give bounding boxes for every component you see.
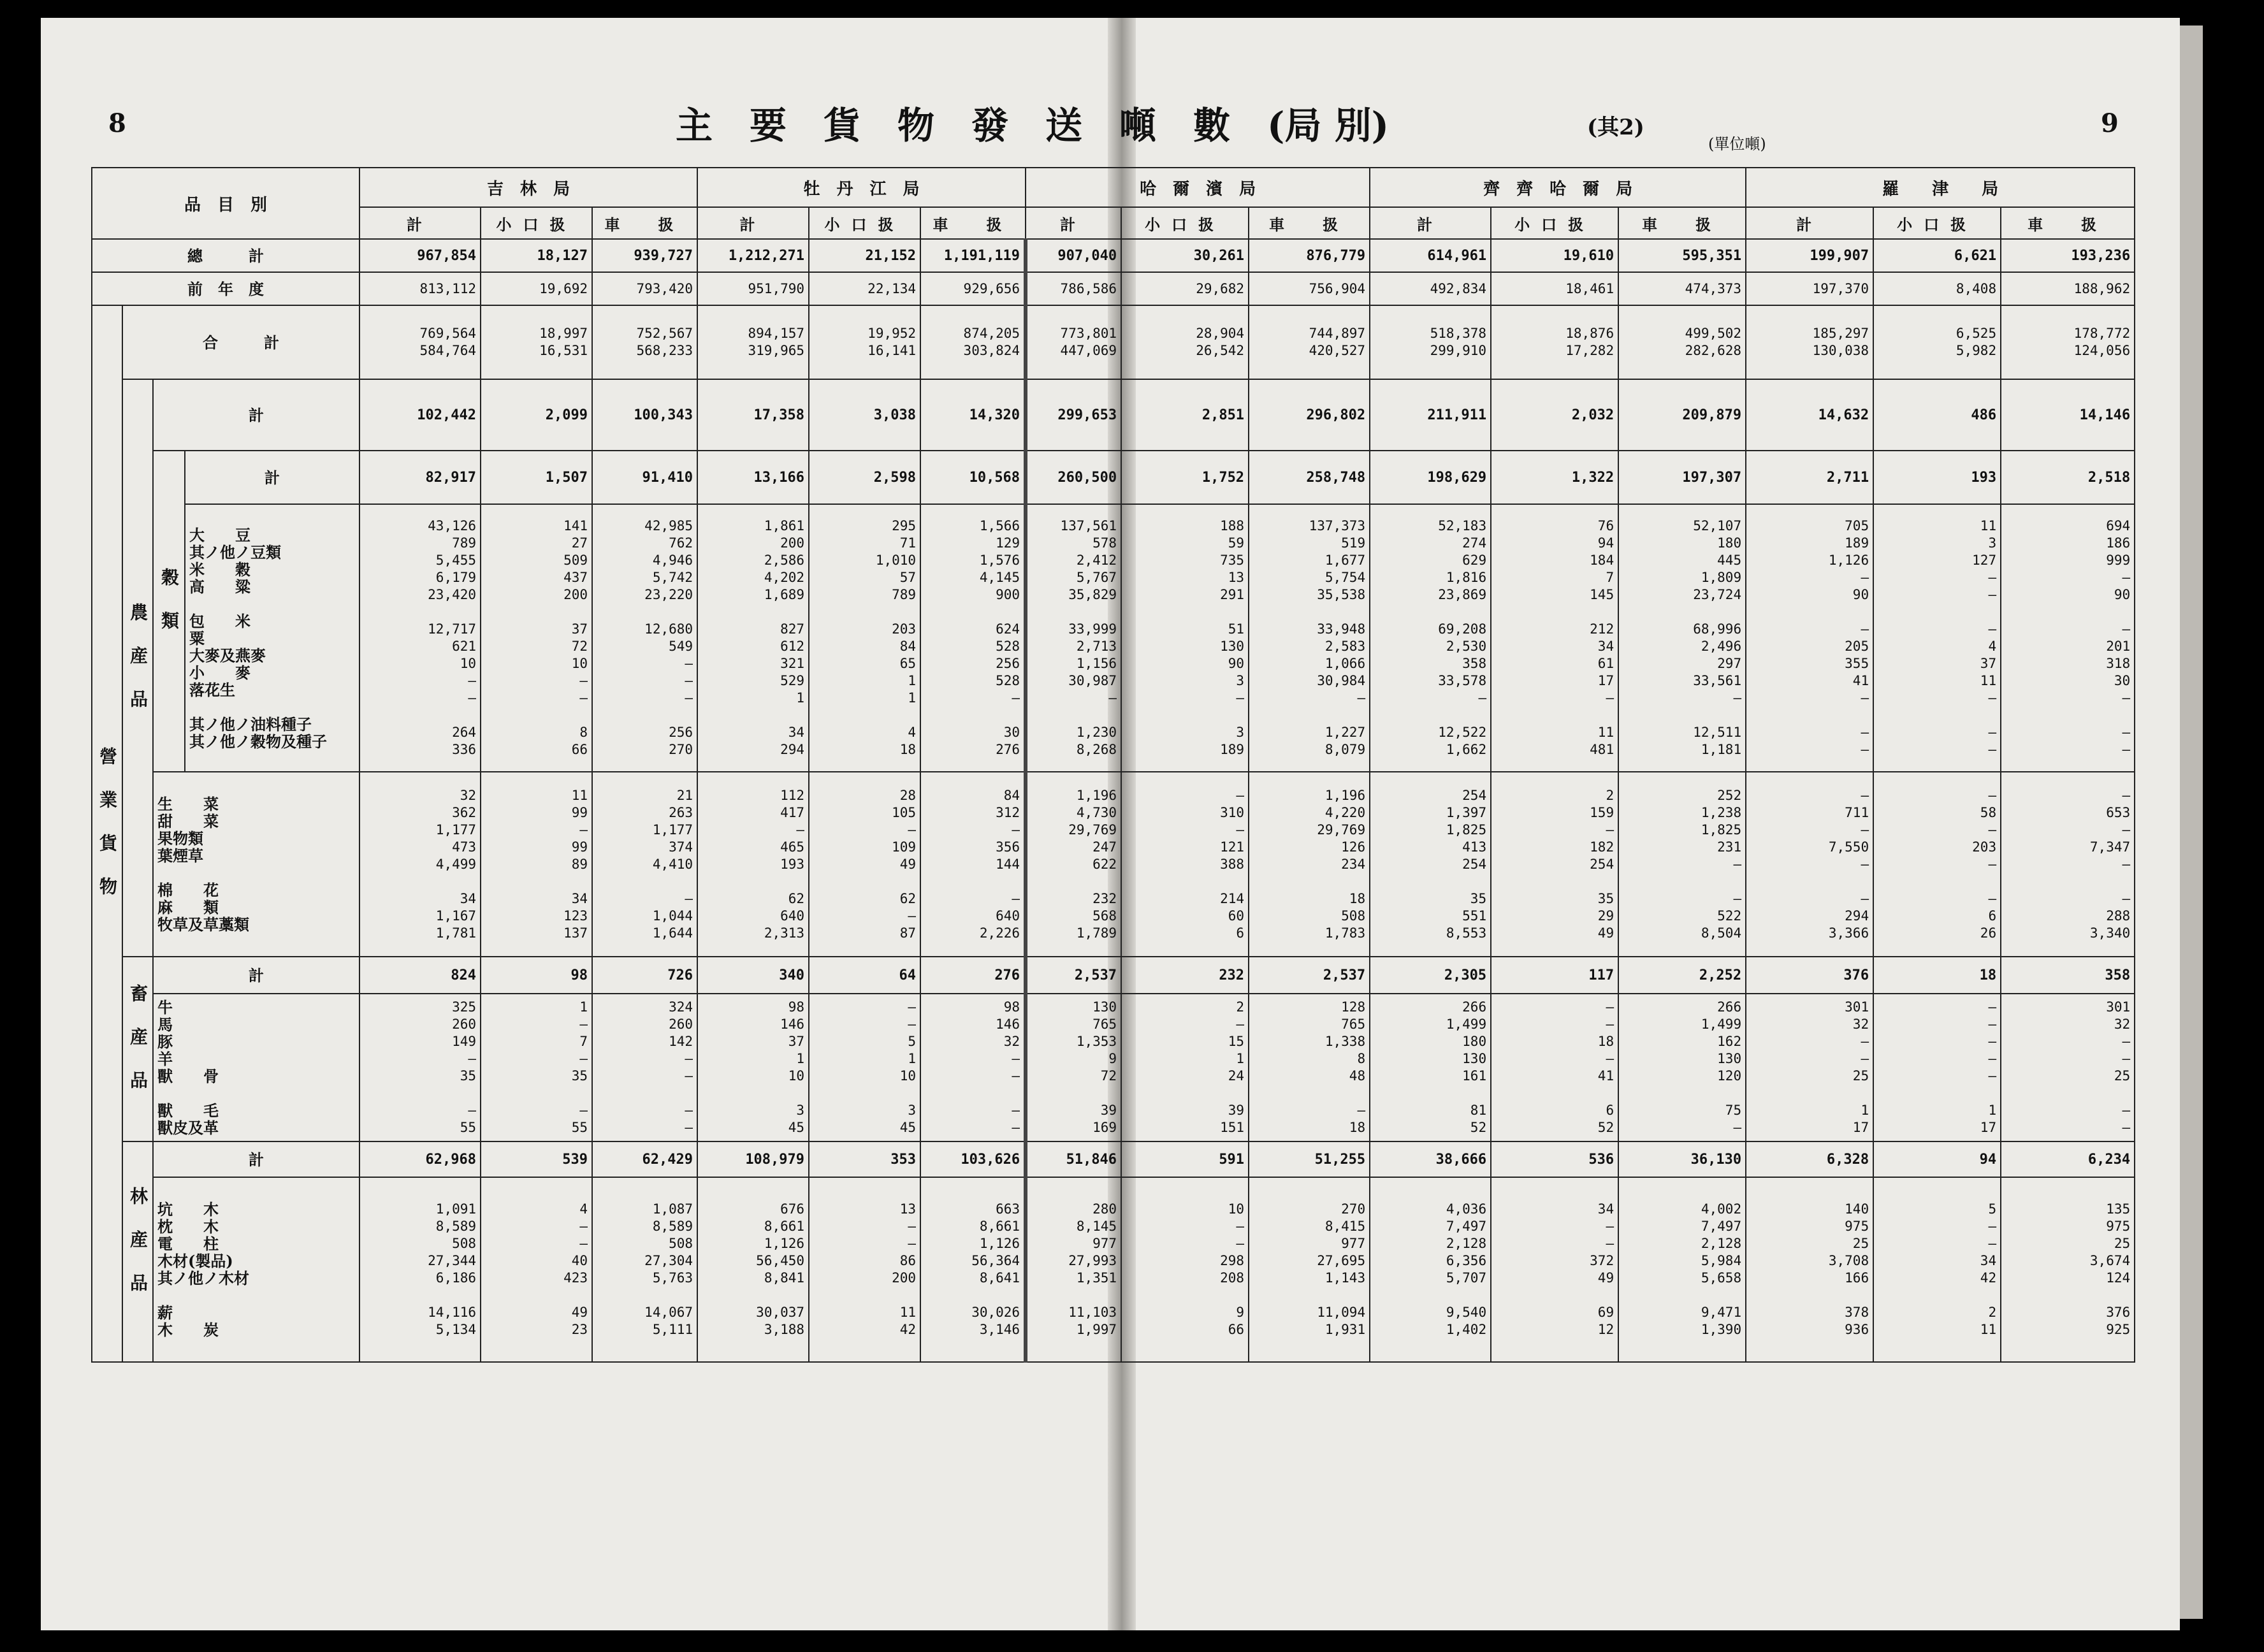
value-cell: 301 32 — — 25 — — bbox=[2001, 994, 2135, 1141]
value-cell: 10 — — 298 208 9 66 bbox=[1121, 1177, 1249, 1362]
vertical-label-general: 營業貨物 bbox=[92, 305, 122, 1362]
row-label: 計 bbox=[153, 957, 359, 994]
table-row bbox=[92, 772, 2135, 957]
value-cell: 193 bbox=[1873, 451, 2001, 504]
value-cell: 8,408 bbox=[1873, 272, 2001, 305]
corner-header: 品 目 別 bbox=[92, 168, 359, 239]
value-cell: 4,036 7,497 2,128 6,356 5,707 9,540 1,402 bbox=[1370, 1177, 1491, 1362]
value-cell: 137,561 578 2,412 5,767 35,829 33,999 2,713 1,156 30,987 — 1,230 8,268 bbox=[1026, 504, 1121, 772]
value-cell: — 58 — 203 — — 6 26 bbox=[1873, 772, 2001, 957]
page-edge bbox=[2180, 25, 2203, 1619]
row-label: 生 菜 甜 菜 果物類 葉煙草 棉 花 麻 類 牧草及草藁類 bbox=[153, 772, 359, 957]
value-cell: 112 417 — 465 193 62 640 2,313 bbox=[697, 772, 809, 957]
value-cell: 100,343 bbox=[592, 379, 697, 451]
value-cell: 325 260 149 — 35 — 55 bbox=[359, 994, 481, 1141]
value-cell: — — — — — 1 17 bbox=[1873, 994, 2001, 1141]
value-cell: 137,373 519 1,677 5,754 35,538 33,948 2,583 1,066 30,984 — 1,227 8,079 bbox=[1249, 504, 1370, 772]
value-cell: 6,328 bbox=[1746, 1141, 1873, 1177]
row-label: 計 bbox=[185, 451, 359, 504]
value-cell: 193,236 bbox=[2001, 239, 2135, 272]
value-cell: 11 99 — 99 89 34 123 137 bbox=[481, 772, 592, 957]
value-cell: 21,152 bbox=[809, 239, 920, 272]
value-cell: 793,420 bbox=[592, 272, 697, 305]
value-cell: — — 18 — 41 6 52 bbox=[1491, 994, 1618, 1141]
value-cell: 135 975 25 3,674 124 376 925 bbox=[2001, 1177, 2135, 1362]
value-cell: 19,692 bbox=[481, 272, 592, 305]
value-cell: 2,851 bbox=[1121, 379, 1249, 451]
page-subtitle: (其2) bbox=[1587, 115, 1644, 140]
value-cell: 280 8,145 977 27,993 1,351 11,103 1,997 bbox=[1026, 1177, 1121, 1362]
value-cell: 296,802 bbox=[1249, 379, 1370, 451]
value-cell: 2,032 bbox=[1491, 379, 1618, 451]
value-cell: 786,586 bbox=[1026, 272, 1121, 305]
value-cell: 276 bbox=[920, 957, 1026, 994]
value-cell: 929,656 bbox=[920, 272, 1026, 305]
row-label: 總 計 bbox=[92, 239, 359, 272]
value-cell: 252 1,238 1,825 231 — — 522 8,504 bbox=[1618, 772, 1746, 957]
row-label: 計 bbox=[153, 379, 359, 451]
value-cell: 301 32 — — 25 1 17 bbox=[1746, 994, 1873, 1141]
value-cell: — 711 — 7,550 — — 294 3,366 bbox=[1746, 772, 1873, 957]
table-row bbox=[92, 1177, 2135, 1362]
value-cell: 4,002 7,497 2,128 5,984 5,658 9,471 1,390 bbox=[1618, 1177, 1746, 1362]
value-cell: 14,632 bbox=[1746, 379, 1873, 451]
value-cell: 1,861 200 2,586 4,202 1,689 827 612 321 529 1 34 294 bbox=[697, 504, 809, 772]
value-cell: 726 bbox=[592, 957, 697, 994]
value-cell: 1,087 8,589 508 27,304 5,763 14,067 5,111 bbox=[592, 1177, 697, 1362]
value-cell: 13 — — 86 200 11 42 bbox=[809, 1177, 920, 1362]
value-cell: 18,876 17,282 bbox=[1491, 305, 1618, 379]
value-cell: 773,801 447,069 bbox=[1026, 305, 1121, 379]
left-page-number: 8 bbox=[108, 108, 126, 138]
value-cell: 6,234 bbox=[2001, 1141, 2135, 1177]
value-cell: 2,537 bbox=[1249, 957, 1370, 994]
value-cell: 36,130 bbox=[1618, 1141, 1746, 1177]
value-cell: 98 bbox=[481, 957, 592, 994]
value-cell: 518,378 299,910 bbox=[1370, 305, 1491, 379]
value-cell: 1,507 bbox=[481, 451, 592, 504]
value-cell: 64 bbox=[809, 957, 920, 994]
value-cell: 199,907 bbox=[1746, 239, 1873, 272]
value-cell: 2,518 bbox=[2001, 451, 2135, 504]
subcolumn-header: 小口扱 bbox=[1121, 207, 1249, 239]
value-cell: 17,358 bbox=[697, 379, 809, 451]
subcolumn-header: 車 扱 bbox=[920, 207, 1026, 239]
value-cell: 102,442 bbox=[359, 379, 481, 451]
value-cell: 117 bbox=[1491, 957, 1618, 994]
subcolumn-header: 小口扱 bbox=[1491, 207, 1618, 239]
value-cell: 103,626 bbox=[920, 1141, 1026, 1177]
value-cell: 3,038 bbox=[809, 379, 920, 451]
value-cell: 29,682 bbox=[1121, 272, 1249, 305]
value-cell: 474,373 bbox=[1618, 272, 1746, 305]
value-cell: 499,502 282,628 bbox=[1618, 305, 1746, 379]
subcolumn-header: 計 bbox=[359, 207, 481, 239]
value-cell: 32 362 1,177 473 4,499 34 1,167 1,781 bbox=[359, 772, 481, 957]
table-row bbox=[92, 451, 2135, 504]
subcolumn-header: 車 扱 bbox=[592, 207, 697, 239]
subcolumn-header: 車 扱 bbox=[2001, 207, 2135, 239]
subcolumn-header: 小口扱 bbox=[481, 207, 592, 239]
value-cell: 18 bbox=[1873, 957, 2001, 994]
value-cell: 5 — — 34 42 2 11 bbox=[1873, 1177, 2001, 1362]
value-cell: 358 bbox=[2001, 957, 2135, 994]
value-cell: 951,790 bbox=[697, 272, 809, 305]
value-cell: 198,629 bbox=[1370, 451, 1491, 504]
value-cell: 42,985 762 4,946 5,742 23,220 12,680 549 — — — 256 270 bbox=[592, 504, 697, 772]
value-cell: 62,429 bbox=[592, 1141, 697, 1177]
table-row bbox=[92, 272, 2135, 305]
row-label: 牛 馬 豚 羊 獸 骨 獸 毛 獸皮及革 bbox=[153, 994, 359, 1141]
value-cell: 614,961 bbox=[1370, 239, 1491, 272]
subcolumn-header: 小口扱 bbox=[1873, 207, 2001, 239]
value-cell: 907,040 bbox=[1026, 239, 1121, 272]
value-cell: 663 8,661 1,126 56,364 8,641 30,026 3,146 bbox=[920, 1177, 1026, 1362]
value-cell: 51,846 bbox=[1026, 1141, 1121, 1177]
table-row bbox=[92, 1141, 2135, 1177]
bureau-header: 哈 爾 濱 局 bbox=[1026, 168, 1370, 207]
value-cell: 876,779 bbox=[1249, 239, 1370, 272]
value-cell: 2,598 bbox=[809, 451, 920, 504]
value-cell: 1,566 129 1,576 4,145 900 624 528 256 528 — 30 276 bbox=[920, 504, 1026, 772]
value-cell: 94 bbox=[1873, 1141, 2001, 1177]
value-cell: 13,166 bbox=[697, 451, 809, 504]
value-cell: 2 159 — 182 254 35 29 49 bbox=[1491, 772, 1618, 957]
vertical-label-livestock: 畜産品 bbox=[122, 957, 153, 1141]
value-cell: 130 765 1,353 9 72 39 169 bbox=[1026, 994, 1121, 1141]
value-cell: 178,772 124,056 bbox=[2001, 305, 2135, 379]
value-cell: 38,666 bbox=[1370, 1141, 1491, 1177]
value-cell: 2,099 bbox=[481, 379, 592, 451]
value-cell: 353 bbox=[809, 1141, 920, 1177]
value-cell: 197,307 bbox=[1618, 451, 1746, 504]
value-cell: 128 765 1,338 8 48 — 18 bbox=[1249, 994, 1370, 1141]
row-label: 坑 木 枕 木 電 柱 木材(製品) 其ノ他ノ木材 薪 木 炭 bbox=[153, 1177, 359, 1362]
value-cell: 6,621 bbox=[1873, 239, 2001, 272]
value-cell: 43,126 789 5,455 6,179 23,420 12,717 621 10 — — 264 336 bbox=[359, 504, 481, 772]
subcolumn-header: 車 扱 bbox=[1618, 207, 1746, 239]
value-cell: 295 71 1,010 57 789 203 84 65 1 1 4 18 bbox=[809, 504, 920, 772]
value-cell: 140 975 25 3,708 166 378 936 bbox=[1746, 1177, 1873, 1362]
subcolumn-header: 計 bbox=[697, 207, 809, 239]
value-cell: 266 1,499 162 130 120 75 — bbox=[1618, 994, 1746, 1141]
value-cell: 874,205 303,824 bbox=[920, 305, 1026, 379]
vertical-label-forest: 林産品 bbox=[122, 1141, 153, 1362]
value-cell: 376 bbox=[1746, 957, 1873, 994]
value-cell: 595,351 bbox=[1618, 239, 1746, 272]
value-cell: 813,112 bbox=[359, 272, 481, 305]
value-cell: 82,917 bbox=[359, 451, 481, 504]
bureau-header: 吉 林 局 bbox=[359, 168, 697, 207]
value-cell: 84 312 — 356 144 — 640 2,226 bbox=[920, 772, 1026, 957]
table-row bbox=[92, 504, 2135, 772]
value-cell: 1,322 bbox=[1491, 451, 1618, 504]
vertical-label-grain: 穀類 bbox=[153, 451, 185, 772]
value-cell: 2,711 bbox=[1746, 451, 1873, 504]
unit-note: (單位噸) bbox=[1708, 135, 1766, 153]
right-page-number: 9 bbox=[2101, 108, 2119, 138]
value-cell: 211,911 bbox=[1370, 379, 1491, 451]
value-cell: 51,255 bbox=[1249, 1141, 1370, 1177]
value-cell: 6,525 5,982 bbox=[1873, 305, 2001, 379]
value-cell: 266 1,499 180 130 161 81 52 bbox=[1370, 994, 1491, 1141]
value-cell: 1,752 bbox=[1121, 451, 1249, 504]
value-cell: 539 bbox=[481, 1141, 592, 1177]
value-cell: 492,834 bbox=[1370, 272, 1491, 305]
value-cell: 34 — — 372 49 69 12 bbox=[1491, 1177, 1618, 1362]
table-row bbox=[92, 239, 2135, 272]
value-cell: — — 5 1 10 3 45 bbox=[809, 994, 920, 1141]
value-cell: 21 263 1,177 374 4,410 — 1,044 1,644 bbox=[592, 772, 697, 957]
freight-table bbox=[91, 167, 2135, 1363]
value-cell: 10,568 bbox=[920, 451, 1026, 504]
value-cell: 209,879 bbox=[1618, 379, 1746, 451]
value-cell: 232 bbox=[1121, 957, 1249, 994]
value-cell: 1,091 8,589 508 27,344 6,186 14,116 5,134 bbox=[359, 1177, 481, 1362]
value-cell: 1 — 7 — 35 — 55 bbox=[481, 994, 592, 1141]
value-cell: 270 8,415 977 27,695 1,143 11,094 1,931 bbox=[1249, 1177, 1370, 1362]
bureau-header: 牡 丹 江 局 bbox=[697, 168, 1026, 207]
value-cell: 939,727 bbox=[592, 239, 697, 272]
row-label: 計 bbox=[153, 1141, 359, 1177]
value-cell: 705 189 1,126 — 90 — 205 355 41 — — — bbox=[1746, 504, 1873, 772]
value-cell: 894,157 319,965 bbox=[697, 305, 809, 379]
bureau-header: 齊 齊 哈 爾 局 bbox=[1370, 168, 1746, 207]
value-cell: 1,212,271 bbox=[697, 239, 809, 272]
value-cell: 188 59 735 13 291 51 130 90 3 — 3 189 bbox=[1121, 504, 1249, 772]
value-cell: 185,297 130,038 bbox=[1746, 305, 1873, 379]
value-cell: 694 186 999 — 90 — 201 318 30 — — — bbox=[2001, 504, 2135, 772]
subcolumn-header: 小口扱 bbox=[809, 207, 920, 239]
value-cell: 769,564 584,764 bbox=[359, 305, 481, 379]
value-cell: 299,653 bbox=[1026, 379, 1121, 451]
row-label: 大 豆 其ノ他ノ豆類 米 穀 高 粱 包 米 粟 大麥及燕麥 小 麥 落花生 其ノ他ノ油料種子 其ノ他ノ穀物及種子 bbox=[185, 504, 359, 772]
value-cell: 18,127 bbox=[481, 239, 592, 272]
value-cell: 19,610 bbox=[1491, 239, 1618, 272]
value-cell: 2,305 bbox=[1370, 957, 1491, 994]
subcolumn-header: 計 bbox=[1026, 207, 1121, 239]
value-cell: 676 8,661 1,126 56,450 8,841 30,037 3,188 bbox=[697, 1177, 809, 1362]
value-cell: 197,370 bbox=[1746, 272, 1873, 305]
value-cell: 752,567 568,233 bbox=[592, 305, 697, 379]
subcolumn-header: 車 扱 bbox=[1249, 207, 1370, 239]
value-cell: 62,968 bbox=[359, 1141, 481, 1177]
value-cell: 18,461 bbox=[1491, 272, 1618, 305]
value-cell: 824 bbox=[359, 957, 481, 994]
value-cell: 1,196 4,730 29,769 247 622 232 568 1,789 bbox=[1026, 772, 1121, 957]
value-cell: 19,952 16,141 bbox=[809, 305, 920, 379]
value-cell: 76 94 184 7 145 212 34 61 17 — 11 481 bbox=[1491, 504, 1618, 772]
value-cell: 254 1,397 1,825 413 254 35 551 8,553 bbox=[1370, 772, 1491, 957]
value-cell: 98 146 32 — — — — bbox=[920, 994, 1026, 1141]
value-cell: 14,146 bbox=[2001, 379, 2135, 451]
table-row bbox=[92, 957, 2135, 994]
value-cell: 11 3 127 — — — 4 37 11 — — — bbox=[1873, 504, 2001, 772]
value-cell: 22,134 bbox=[809, 272, 920, 305]
table-row bbox=[92, 379, 2135, 451]
row-label: 前 年 度 bbox=[92, 272, 359, 305]
value-cell: 2 — 15 1 24 39 151 bbox=[1121, 994, 1249, 1141]
value-cell: 28 105 — 109 49 62 — 87 bbox=[809, 772, 920, 957]
value-cell: 258,748 bbox=[1249, 451, 1370, 504]
value-cell: 1,191,119 bbox=[920, 239, 1026, 272]
table-row bbox=[92, 994, 2135, 1141]
value-cell: 756,904 bbox=[1249, 272, 1370, 305]
table-row bbox=[92, 305, 2135, 379]
value-cell: 486 bbox=[1873, 379, 2001, 451]
value-cell: 108,979 bbox=[697, 1141, 809, 1177]
value-cell: 188,962 bbox=[2001, 272, 2135, 305]
value-cell: 18,997 16,531 bbox=[481, 305, 592, 379]
value-cell: 98 146 37 1 10 3 45 bbox=[697, 994, 809, 1141]
value-cell: 744,897 420,527 bbox=[1249, 305, 1370, 379]
value-cell: 1,196 4,220 29,769 126 234 18 508 1,783 bbox=[1249, 772, 1370, 957]
value-cell: 28,904 26,542 bbox=[1121, 305, 1249, 379]
row-label: 合 計 bbox=[122, 305, 359, 379]
value-cell: — 653 — 7,347 — — 288 3,340 bbox=[2001, 772, 2135, 957]
value-cell: 52,183 274 629 1,816 23,869 69,208 2,530 358 33,578 — 12,522 1,662 bbox=[1370, 504, 1491, 772]
value-cell: 30,261 bbox=[1121, 239, 1249, 272]
value-cell: 52,107 180 445 1,809 23,724 68,996 2,496 297 33,561 — 12,511 1,181 bbox=[1618, 504, 1746, 772]
page-title: 主 要 貨 物 發 送 噸 數 (局 別) bbox=[676, 104, 1390, 147]
value-cell: 14,320 bbox=[920, 379, 1026, 451]
subcolumn-header: 計 bbox=[1746, 207, 1873, 239]
value-cell: 324 260 142 — — — — bbox=[592, 994, 697, 1141]
value-cell: 340 bbox=[697, 957, 809, 994]
value-cell: — 310 — 121 388 214 60 6 bbox=[1121, 772, 1249, 957]
value-cell: 4 — — 40 423 49 23 bbox=[481, 1177, 592, 1362]
bureau-header: 羅 津 局 bbox=[1746, 168, 2135, 207]
value-cell: 591 bbox=[1121, 1141, 1249, 1177]
value-cell: 2,252 bbox=[1618, 957, 1746, 994]
value-cell: 536 bbox=[1491, 1141, 1618, 1177]
value-cell: 260,500 bbox=[1026, 451, 1121, 504]
value-cell: 967,854 bbox=[359, 239, 481, 272]
value-cell: 141 27 509 437 200 37 72 10 — — 8 66 bbox=[481, 504, 592, 772]
value-cell: 2,537 bbox=[1026, 957, 1121, 994]
value-cell: 91,410 bbox=[592, 451, 697, 504]
subcolumn-header: 計 bbox=[1370, 207, 1491, 239]
vertical-label-agri: 農産品 bbox=[122, 379, 153, 957]
